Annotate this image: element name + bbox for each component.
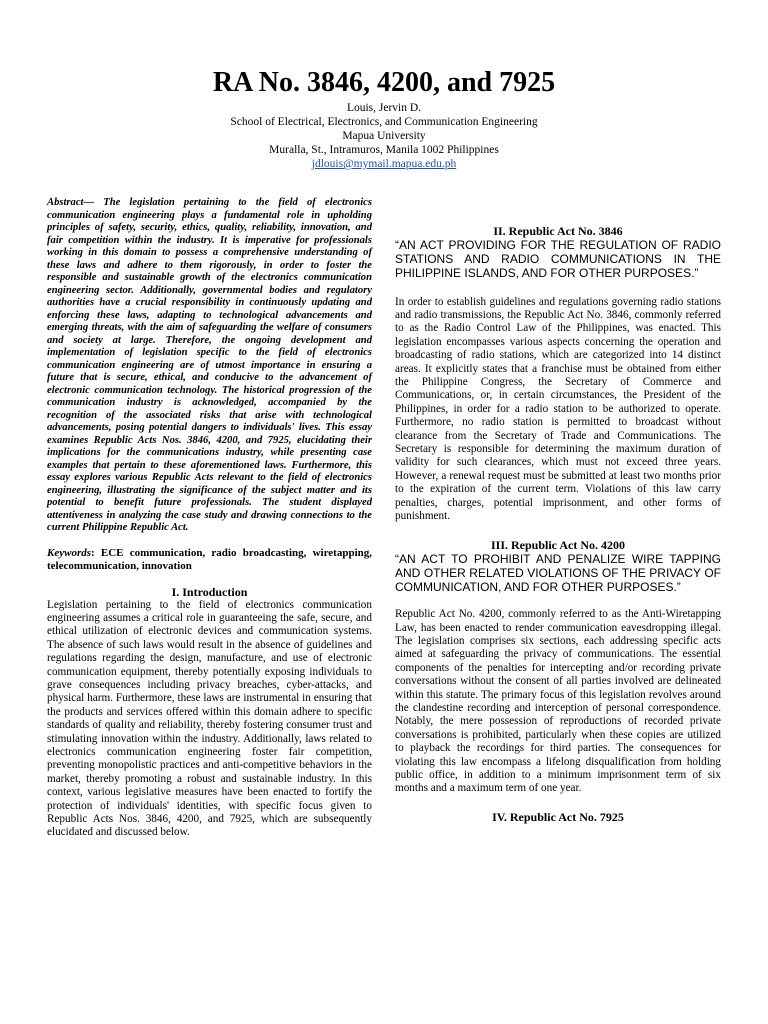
abstract-text: The legislation pertaining to the field of electronics communication engineering plays a fundamental role in upholding principles of safety, security, ethics, quality, reliability, innovation, and fair competition within the industry. It is imperative for professionals working in this domain to possess a comprehensive understanding of these laws and adhere to them rigorously, in order to foster the responsible and sustainable growth of the electronics communication engineering sector. Additionally, governmental bodies and regulatory authorities have a crucial responsibility in continuously updating and enforcing these laws, adapting to technological advancements and emerging threats, with the aim of safeguarding the welfare of consumers and society at large. Therefore, the ongoing development and implementation of legislation specific to the field of electronics communication engineering are of utmost importance in ensuring a future that is secure, ethical, and conducive to the advancement of electronic communication technology. The historical progression of the communication industry is acknowledged, accompanied by the recognition of the associated risks that arise with technological advancements, posing potential dangers to individuals' lives. This essay examines Republic Acts Nos. 3846, 4200, and 7925, elucidating their implications for the communications industry, while presenting case examples that pertain to these aforementioned laws. Furthermore, this essay explores various Republic Acts relevant to the field of electronics engineering, illustrating the significance of the subject matter and its potential to benefit future professionals. The student displayed attentiveness in analyzing the case study and drawing connections to the current Philippine Republic Act. [47, 197, 372, 533]
paper-title: RA No. 3846, 4200, and 7925 [212, 67, 556, 98]
right-column [395, 224, 721, 824]
section-heading-ra7925: IV. Republic Act No. 7925 [492, 809, 624, 824]
left-column [47, 197, 372, 840]
author-email-link[interactable]: jdlouis@mymail.mapua.edu.ph [311, 158, 457, 170]
section-heading-ra3846: II. Republic Act No. 3846 [493, 224, 623, 238]
introduction-text: Legislation pertaining to the field of electronics communication engineering assumes a critical role in guaranteeing the safe, secure, and ethical utilization of electronic devices and communication systems. The absence of such laws would result in the absence of guidelines and regulations regarding the design, manufacture, and use of electronic communication equipment, thereby potentially exposing individuals to grave consequences including privacy breaches, cyber-attacks, and physical harm. Furthermore, these laws are instrumental in ensuring that the products and services offered within this domain adhere to specific standards of quality and reliability, thereby fostering consumer trust and stimulating innovation within the industry. Additionally, laws related to electronics communication engineering foster fair competition, preventing monopolistic practices and anti-competitive behaviors in the market, thereby promoting a robust and sustainable industry. In this context, various legislative measures have been enacted to fortify the protection of individuals' identities, with specific focus given to Republic Acts Nos. 3846, 4200, and 7925, which are subsequently elucidated and discussed below. [47, 598, 372, 839]
abstract-label: Abstract— [47, 197, 95, 208]
author-university: Mapua University [342, 130, 426, 142]
paper-header [0, 66, 768, 171]
keywords [47, 547, 372, 573]
keywords-text: : ECE communication, radio broadcasting, wiretapping, telecommunication, innovation [47, 546, 372, 572]
ra3846-text: In order to establish guidelines and regulations governing radio stations and radio transmissions, the Republic Act No. 3846, commonly referred to as the Radio Control Law of the Philippines, was enacted. This legislation encompasses various aspects concerning the operation and broadcasting of radio stations, which are categorized into 14 distinct areas. It explicitly states that a franchise must be obtained from either the Philippine Congress, the Secretary of Commerce and Communications, or, in certain circumstances, the President of the Philippines, in order for a radio station to be authorized to operate. Furthermore, no radio station is permitted to broadcast without clearance from the Secretary of Trade and Communications. The Secretary is responsible for determining the maximum duration of validity for such clearances, which must not exceed three years. However, a renewal request must be submitted at least two months prior to the expiration of the current term. Violations of this law carry penalties, charges, potential imprisonment, and other forms of punishment. [395, 295, 721, 523]
author-address: Muralla, St., Intramuros, Manila 1002 Philippines [269, 144, 499, 156]
abstract [47, 197, 372, 535]
ra3846-title-quote: “AN ACT PROVIDING FOR THE REGULATION OF RADIO STATIONS AND RADIO COMMUNICATIONS IN THE PHILIPPINE ISLANDS, AND FOR OTHER PURPOSES.” [395, 238, 721, 281]
ra4200-text: Republic Act No. 4200, commonly referred to as the Anti-Wiretapping Law, has been enacted to render communication eavesdropping illegal. The legislation comprises six sections, each addressing specific acts aimed at safeguarding the privacy of communications. The essential components of the penalties for intercepting and/or recording private conversations without the consent of all parties involved are delineated within this statute. The primary focus of this legislation revolves around the clandestine recording and interception of personal correspondence. Notably, the mere possession of reproductions of recorded private conversations is prohibited, particularly when these copies are utilized to playback the recordings for third parties. The consequences for violating this law encompass a lifelong disqualification from holding public office, in addition to a minimum imprisonment term of six months and a maximum term of one year. [395, 608, 721, 795]
ra4200-title-quote: “AN ACT TO PROHIBIT AND PENALIZE WIRE TAPPING AND OTHER RELATED VIOLATIONS OF THE PRIVACY OF COMMUNICATION, AND FOR OTHER PURPOSES.” [395, 551, 721, 594]
section-heading-introduction: I. Introduction [171, 584, 248, 599]
section-heading-ra4200: III. Republic Act No. 4200 [490, 537, 625, 552]
author-name: Louis, Jervin D. [346, 102, 422, 114]
author-school: School of Electrical, Electronics, and Communication Engineering [230, 116, 538, 128]
keywords-label: Keywords [47, 546, 91, 559]
